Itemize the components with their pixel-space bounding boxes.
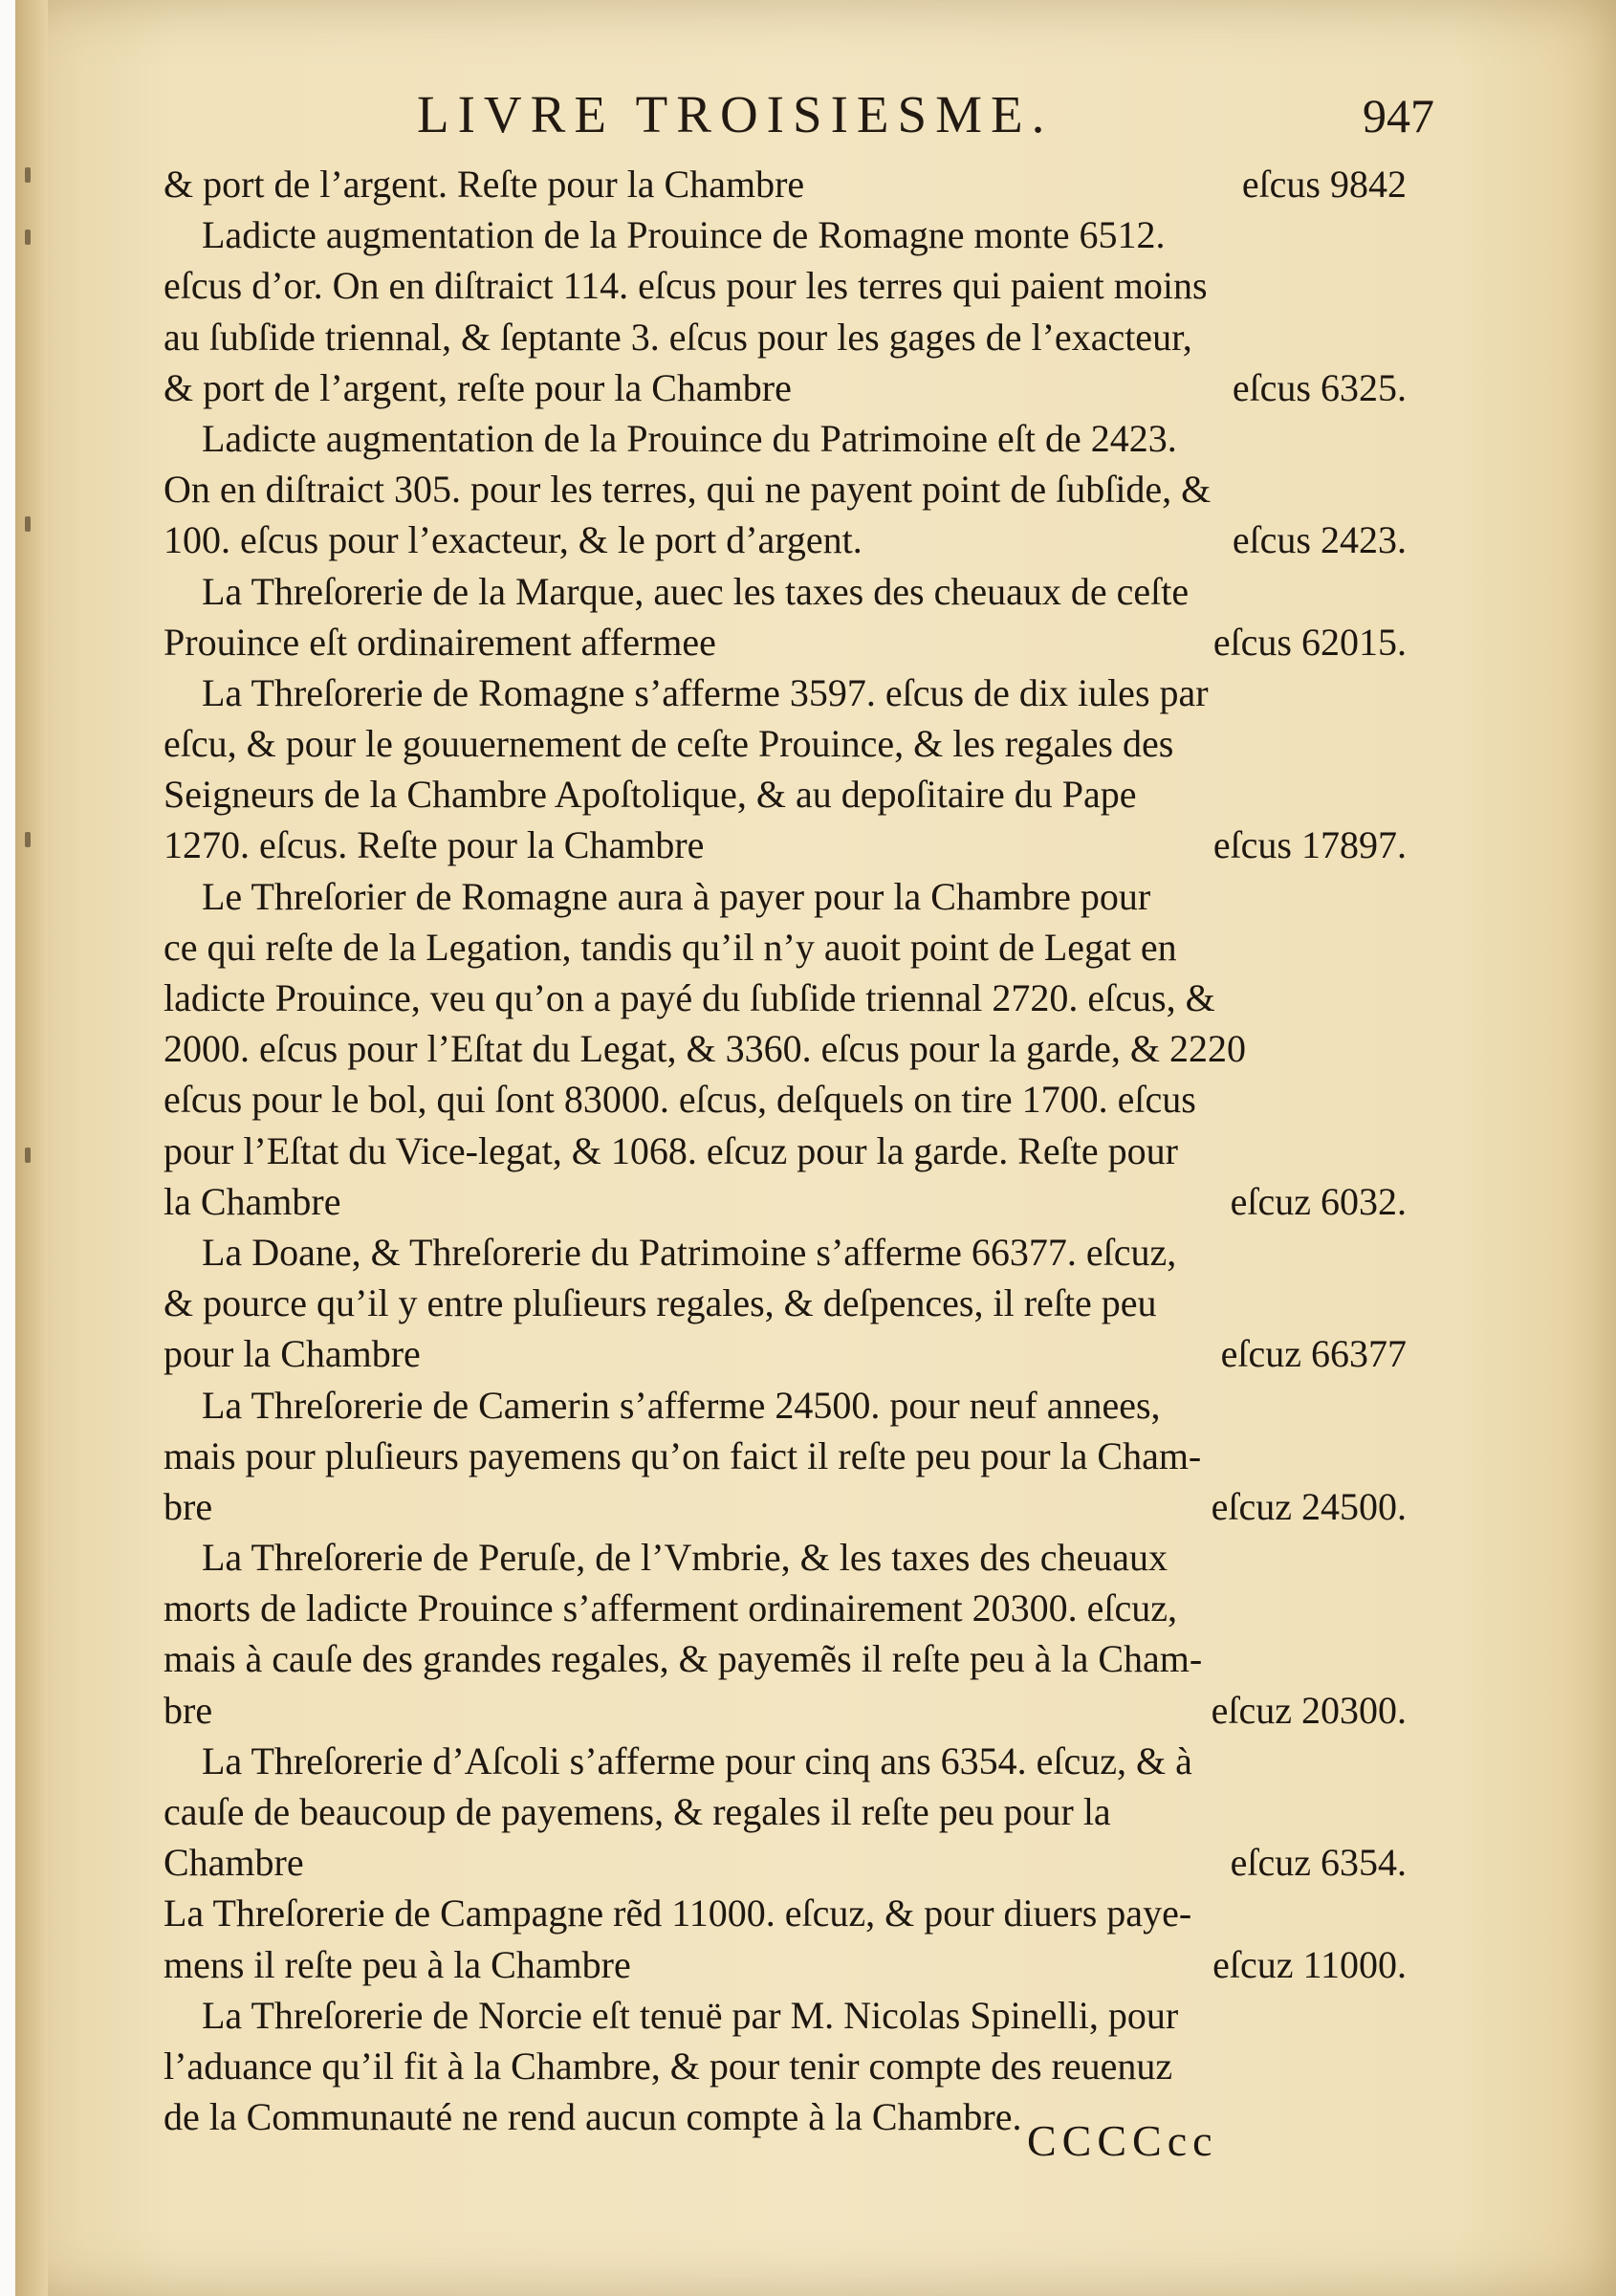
text-line: [164, 1837, 1407, 1888]
line-text: & pource qu’il y entre pluſieurs regales, & deſpences, il reſte peu: [164, 1281, 1157, 1325]
text-line: [164, 1633, 1407, 1684]
line-amount: eſcuz 66377: [1220, 1332, 1407, 1376]
page-gutter: [15, 0, 48, 2296]
line-text: ce qui reſte de la Legation, tandis qu’il n’y auoit point de Legat en: [164, 925, 1177, 969]
line-text: La Threſorerie de la Marque, auec les taxes des cheuaux de ceſte: [202, 569, 1190, 613]
text-line: [164, 1176, 1407, 1227]
text-line: [164, 312, 1407, 362]
text-line: [164, 1736, 1407, 1786]
text-line: [164, 922, 1407, 973]
line-text: & port de l’argent, reſte pour la Chambre: [164, 365, 792, 409]
line-text: 2000. eſcus pour l’Eſtat du Legat, & 3360. eſcus pour la garde, & 2220: [164, 1027, 1246, 1071]
line-amount: eſcuz 20300.: [1211, 1688, 1407, 1732]
line-amount: eſcus 62015.: [1212, 620, 1407, 664]
text-line: [164, 1278, 1407, 1328]
line-text: Chambre: [164, 1841, 304, 1885]
text-line: [164, 159, 1407, 209]
text-line: [164, 464, 1407, 514]
line-text: La Threſorerie d’Aſcoli s’afferme pour cinq ans 6354. eſcuz, & à: [202, 1738, 1192, 1782]
line-text: Prouince eſt ordinairement affermee: [164, 620, 716, 664]
line-text: Le Threſorier de Romagne aura à payer pour la Chambre pour: [202, 874, 1151, 918]
line-text: eſcu, & pour le gouuernement de ceſte Prouince, & les regales des: [164, 722, 1174, 766]
text-line: [164, 871, 1407, 922]
line-text: La Threſorerie de Campagne rẽd 11000. eſcuz, & pour diuers paye-: [164, 1891, 1192, 1935]
line-text: bre: [164, 1688, 213, 1732]
line-text: La Threſorerie de Camerin s’afferme 24500. pour neuf annees,: [202, 1383, 1161, 1427]
line-text: mens il reſte peu à la Chambre: [164, 1942, 631, 1986]
text-line: [164, 1380, 1407, 1431]
line-amount: eſcus 9842: [1241, 163, 1407, 206]
text-line: [164, 1227, 1407, 1278]
line-text: eſcus d’or. On en diſtraict 114. eſcus pour les terres qui paient moins: [164, 264, 1208, 308]
line-text: cauſe de beaucoup de payemens, & regales il reſte peu pour la: [164, 1790, 1111, 1833]
text-line: [164, 617, 1407, 667]
text-line: [164, 2041, 1407, 2091]
line-text: Ladicte augmentation de la Prouince de Romagne monte 6512.: [202, 213, 1166, 257]
edge-mark: [25, 167, 31, 183]
text-line: [164, 1481, 1407, 1532]
text-line: [164, 362, 1407, 413]
line-text: morts de ladicte Prouince s’afferment ordinairement 20300. eſcuz,: [164, 1586, 1177, 1630]
text-line: [164, 667, 1407, 718]
line-amount: eſcuz 6354.: [1230, 1841, 1407, 1885]
line-text: La Doane, & Threſorerie du Patrimoine s’afferme 66377. eſcuz,: [202, 1230, 1177, 1274]
text-line: [164, 1532, 1407, 1583]
line-text: La Threſorerie de Peruſe, de l’Vmbrie, & les taxes des cheuaux: [202, 1536, 1168, 1580]
line-amount: eſcuz 24500.: [1211, 1484, 1407, 1528]
line-amount: eſcus 2423.: [1232, 518, 1407, 562]
line-text: & port de l’argent. Reſte pour la Chambre: [164, 163, 805, 206]
text-line: [164, 1685, 1407, 1736]
line-text: ladicte Prouince, veu qu’on a payé du ſubſide triennal 2720. eſcus, &: [164, 976, 1215, 1019]
text-line: [164, 718, 1407, 769]
text-line: [164, 413, 1407, 464]
line-text: Ladicte augmentation de la Prouince du Patrimoine eſt de 2423.: [202, 416, 1177, 460]
line-amount: eſcus 6325.: [1232, 365, 1407, 409]
page-header: [168, 84, 1444, 151]
text-line: [164, 1990, 1407, 2041]
signature-mark: CCCCcc: [1027, 2116, 1218, 2165]
line-text: de la Communauté ne rend aucun compte à la Chambre.: [164, 2095, 1022, 2139]
text-line: [164, 973, 1407, 1023]
line-text: la Chambre: [164, 1179, 341, 1223]
text-line: [164, 1328, 1407, 1379]
line-text: pour la Chambre: [164, 1332, 421, 1376]
text-line: [164, 1583, 1407, 1633]
line-text: La Threſorerie de Romagne s’afferme 3597. eſcus de dix iules par: [202, 670, 1209, 714]
line-text: On en diſtraict 305. pour les terres, qui ne payent point de ſubſide, &: [164, 468, 1212, 512]
line-text: mais à cauſe des grandes regales, & payemẽs il reſte peu à la Cham-: [164, 1637, 1203, 1681]
edge-mark: [25, 230, 31, 245]
text-line: [164, 820, 1407, 870]
line-text: au ſubſide triennal, & ſeptante 3. eſcus pour les gages de l’exacteur,: [164, 315, 1192, 359]
text-line: [164, 1786, 1407, 1837]
line-text: mais pour pluſieurs payemens qu’on faict il reſte peu pour la Cham-: [164, 1433, 1202, 1477]
text-line: [164, 2091, 1407, 2142]
line-amount: eſcus 17897.: [1212, 823, 1407, 867]
text-line: [164, 1431, 1407, 1481]
edge-mark: [25, 1148, 31, 1163]
book-page: [15, 0, 1616, 2296]
line-text: La Threſorerie de Norcie eſt tenuë par M. Nicolas Spinelli, pour: [202, 1993, 1179, 2037]
text-line: [164, 1939, 1407, 1990]
line-amount: eſcuz 6032.: [1230, 1179, 1407, 1223]
text-line: [164, 566, 1407, 617]
text-line: [164, 209, 1407, 260]
line-text: l’aduance qu’il fit à la Chambre, & pour tenir compte des reuenuz: [164, 2044, 1173, 2088]
line-text: Seigneurs de la Chambre Apoſtolique, & au depoſitaire du Pape: [164, 773, 1137, 817]
line-amount: eſcuz 11000.: [1212, 1942, 1407, 1986]
text-line: [164, 1023, 1407, 1074]
line-text: 1270. eſcus. Reſte pour la Chambre: [164, 823, 705, 867]
line-text: pour l’Eſtat du Vice-legat, & 1068. eſcuz pour la garde. Reſte pour: [164, 1128, 1178, 1172]
line-text: eſcus pour le bol, qui ſont 83000. eſcus, deſquels on tire 1700. eſcus: [164, 1078, 1196, 1122]
text-line: [164, 260, 1407, 311]
running-title: LIVRE TROISIESME.: [417, 85, 1054, 143]
edge-mark: [25, 516, 31, 532]
text-line: [164, 1074, 1407, 1125]
line-text: bre: [164, 1484, 213, 1528]
text-body: [164, 159, 1407, 2142]
text-line: [164, 514, 1407, 565]
text-line: [164, 769, 1407, 820]
page-number: 947: [1363, 89, 1434, 142]
line-text: 100. eſcus pour l’exacteur, & le port d’argent.: [164, 518, 863, 562]
text-line: [164, 1126, 1407, 1176]
edge-mark: [25, 832, 31, 847]
text-line: [164, 1888, 1407, 1938]
